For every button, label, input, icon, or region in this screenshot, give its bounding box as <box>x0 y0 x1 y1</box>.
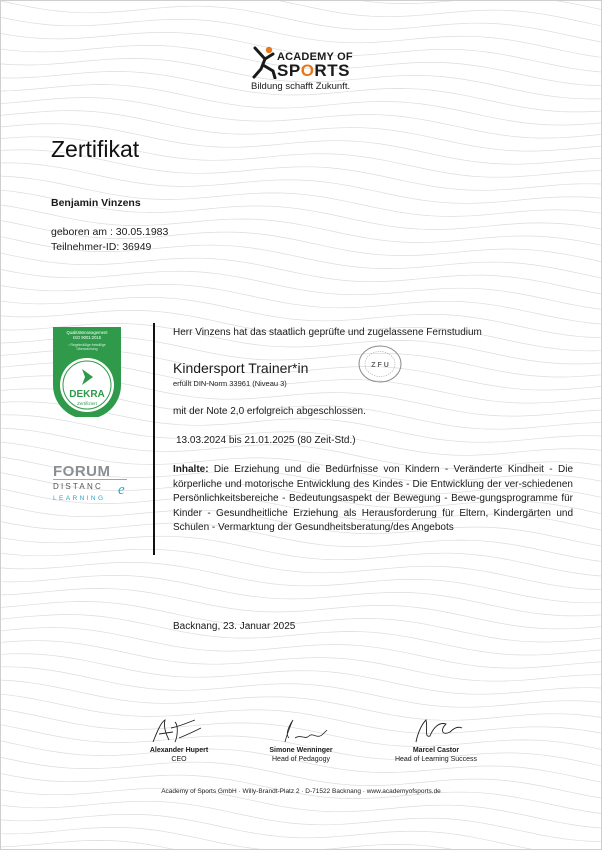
place-and-date: Backnang, 23. Januar 2025 <box>173 621 296 632</box>
forum-bottom-text: LEARNING <box>53 495 106 502</box>
zfu-letters: Z F U <box>371 362 389 369</box>
signature-block-ceo <box>109 716 249 763</box>
wave-line <box>1 654 601 695</box>
forum-distance-learning-logo <box>51 458 133 508</box>
wave-line <box>1 98 601 139</box>
forum-e-text: e <box>118 482 125 498</box>
wave-line <box>1 1 601 42</box>
wave-line <box>1 840 601 849</box>
logo-tagline: Bildung schafft Zukunft. <box>251 81 351 92</box>
signer-name: Alexander Hupert <box>149 747 209 754</box>
contents-label: Inhalte: <box>173 464 209 475</box>
din-norm: erfüllt DIN-Norm 33961 (Niveau 3) <box>173 379 287 388</box>
wave-line <box>1 667 601 707</box>
academy-logo <box>251 45 361 93</box>
dekra-line1-text: • Regelmäßige freiwillige <box>68 343 106 347</box>
signature-block-learning-success <box>366 716 506 763</box>
dekra-iso-text: ISO 9001:2015 <box>72 335 102 340</box>
contents-text: Die Erziehung und die Bedürfnisse von Kindern - Veränderte Kindheit - Die körperliche und motorische Entwicklung des Kindes - Die Entwicklung der ver-schiedenen Persönlichkeitsbereiche - Bedeutungsaspekt der Bewegung - Bewe-gungsprogramme für Kinder - Gesundheitliche Erziehung als Herausforderung für Eltern, Kindergärten und Schulen - Vermarktung der Gesundheitsberatung/des Angebots <box>173 464 573 534</box>
wave-line <box>1 575 601 616</box>
participant-name: Benjamin Vinzens <box>51 197 141 209</box>
signer-name: Marcel Castor <box>412 747 460 754</box>
course-title: Kindersport Trainer*in <box>173 360 309 376</box>
zfu-seal <box>357 344 403 384</box>
signature-block-pedagogy <box>231 716 371 763</box>
dekra-name-text: DEKRA <box>69 389 105 400</box>
wave-line <box>1 253 601 294</box>
signature-hupert-icon <box>139 716 219 746</box>
wave-line <box>1 602 601 643</box>
wave-line <box>1 562 601 603</box>
course-contents <box>173 463 573 536</box>
certificate-title: Zertifikat <box>51 136 140 162</box>
logo-top-text: ACADEMY OF <box>277 51 353 63</box>
dekra-certification-badge <box>51 325 123 417</box>
grade-text: mit der Note 2,0 erfolgreich abgeschlossen. <box>173 406 366 417</box>
forum-mid-text: DISTANC <box>53 482 103 491</box>
athlete-icon <box>251 45 279 79</box>
wave-line <box>1 1 601 26</box>
forum-top-text: FORUM <box>53 463 111 480</box>
wave-line <box>1 190 601 229</box>
dekra-bottom-text: Zertifiziert <box>77 401 97 406</box>
dekra-top-text: Qualitätsmanagement <box>66 330 108 335</box>
footer-address: Academy of Sports GmbH · Willy-Brandt-Platz 2 · D-71522 Backnang · www.academyofsports.de <box>161 788 441 795</box>
wave-line <box>1 680 601 720</box>
wave-line <box>1 549 601 589</box>
participant-id: Teilnehmer-ID: 36949 <box>51 241 152 253</box>
wave-line <box>1 827 601 849</box>
signature-castor-icon <box>396 716 476 746</box>
signer-role: Head of Pedagogy <box>272 756 330 763</box>
signer-role: CEO <box>171 756 187 763</box>
wave-line <box>1 284 601 324</box>
signature-wenninger-icon <box>261 716 341 746</box>
logo-main-text: SPORTS <box>277 61 350 80</box>
content-divider <box>153 323 155 555</box>
wave-line <box>1 801 601 841</box>
signer-name: Simone Wenninger <box>269 747 333 754</box>
study-period: 13.03.2024 bis 21.01.2025 (80 Zeit-Std.) <box>176 435 356 446</box>
wave-line <box>1 641 601 681</box>
intro-text: Herr Vinzens hat das staatlich geprüfte und zugelassene Fernstudium <box>173 327 482 338</box>
dekra-line2-text: Überwachung <box>76 347 98 351</box>
wave-line <box>1 615 601 655</box>
signer-role: Head of Learning Success <box>394 756 478 763</box>
birth-date: geboren am : 30.05.1983 <box>51 226 169 238</box>
wave-line <box>1 814 601 849</box>
